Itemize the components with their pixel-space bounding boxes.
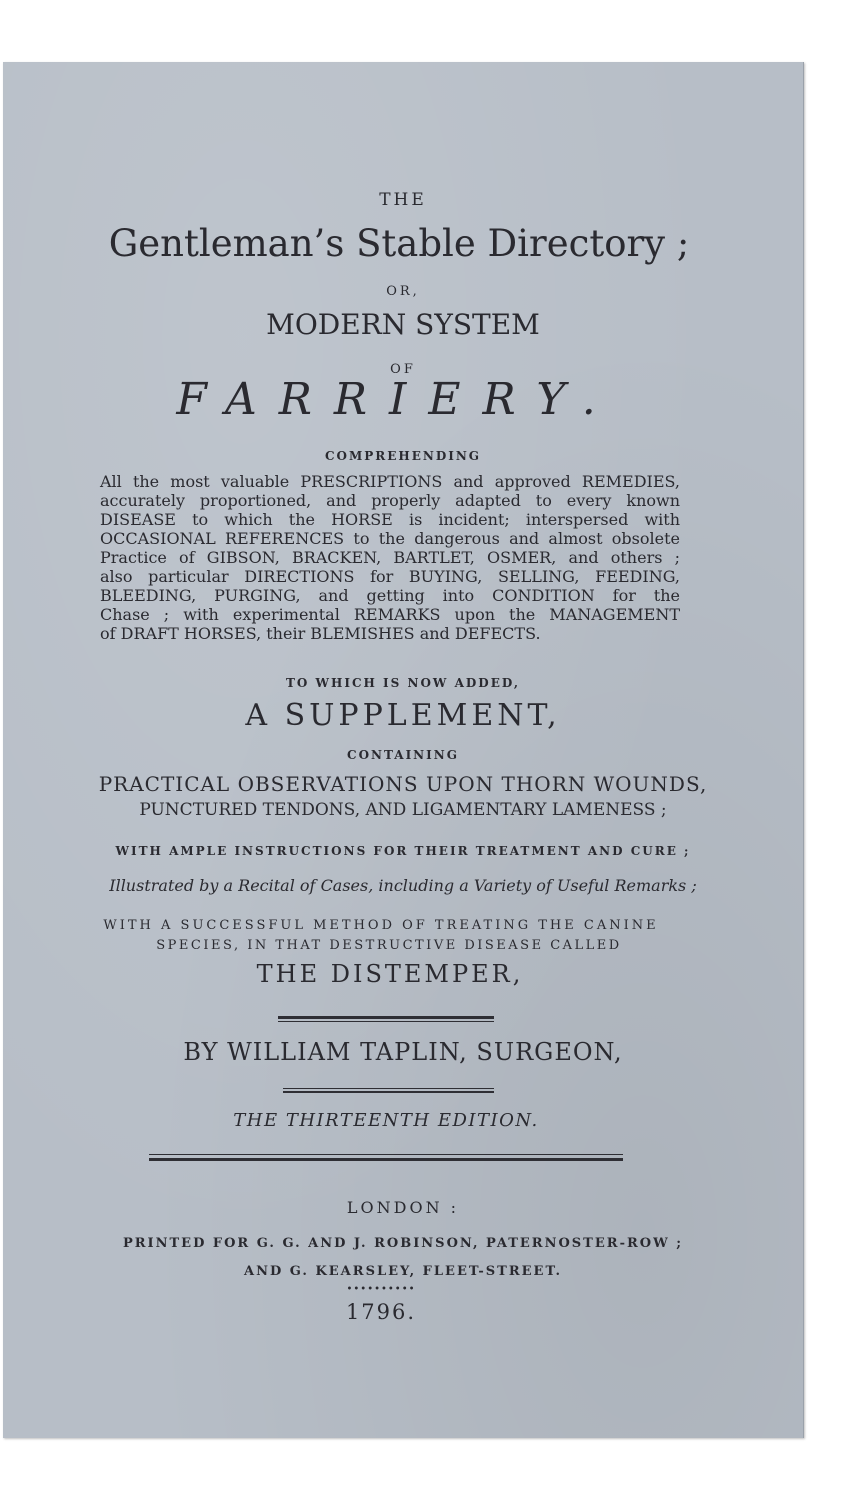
description-paragraph — [100, 472, 680, 643]
description-line: All the most valuable PRESCRIPTIONS and approved REMEDIES, — [100, 472, 680, 491]
heading-distemper: THE DISTEMPER, — [256, 960, 524, 988]
subtitle-farriery: FARRIERY. — [176, 374, 618, 425]
illustrated-line: Illustrated by a Recital of Cases, including a Variety of Useful Remarks ; — [109, 876, 697, 895]
description-line: also particular DIRECTIONS for BUYING, SELLING, FEEDING, — [100, 567, 680, 586]
description-line: of DRAFT HORSES, their BLEMISHES and DEFECTS. — [100, 624, 541, 643]
book-title: Gentleman’s Stable Directory ; — [108, 222, 690, 265]
description-line: accurately proportioned, and properly adapted to every known — [100, 491, 680, 510]
divider-rule — [278, 1016, 494, 1022]
practical-line-1: PRACTICAL OBSERVATIONS UPON THORN WOUNDS, — [98, 772, 708, 796]
ample-instructions-line: WITH AMPLE INSTRUCTIONS FOR THEIR TREATMENT AND CURE ; — [115, 844, 691, 858]
canine-method-line-2: SPECIES, IN THAT DESTRUCTIVE DISEASE CALLED — [156, 938, 622, 953]
imprint-city: LONDON : — [346, 1198, 460, 1217]
heading-of: OF — [390, 362, 416, 377]
heading-containing: CONTAINING — [347, 748, 459, 762]
heading-the: THE — [379, 190, 427, 210]
imprint-year: 1796. — [345, 1300, 417, 1324]
heading-now-added: TO WHICH IS NOW ADDED, — [285, 676, 520, 690]
heading-comprehending: COMPREHENDING — [324, 449, 482, 463]
description-line: BLEEDING, PURGING, and getting into CONDITION for the — [100, 586, 680, 605]
heading-or: OR, — [386, 284, 420, 299]
description-line: Practice of GIBSON, BRACKEN, BARTLET, OSMER, and others ; — [100, 548, 680, 567]
divider-rule — [149, 1154, 623, 1161]
practical-line-2: PUNCTURED TENDONS, AND LIGAMENTARY LAMENESS ; — [139, 800, 667, 820]
title-page — [3, 62, 804, 1438]
author-line: BY WILLIAM TAPLIN, SURGEON, — [183, 1038, 623, 1066]
edition-line: THE THIRTEENTH EDITION. — [233, 1110, 539, 1131]
canine-method-line-1: WITH A SUCCESSFUL METHOD OF TREATING THE CANINE — [103, 918, 659, 933]
description-line: Chase ; with experimental REMARKS upon the MANAGEMENT — [100, 605, 680, 624]
description-line: DISEASE to which the HORSE is incident; interspersed with — [100, 510, 680, 529]
subtitle-modern-system: MODERN SYSTEM — [266, 308, 540, 341]
heading-supplement: A SUPPLEMENT, — [245, 698, 561, 733]
divider-rule — [283, 1088, 494, 1093]
ornament-dots: •••••••••• — [346, 1284, 416, 1295]
description-line: OCCASIONAL REFERENCES to the dangerous and almost obsolete — [100, 529, 680, 548]
imprint-printers: PRINTED FOR G. G. AND J. ROBINSON, PATERNOSTER-ROW ; — [122, 1236, 684, 1251]
imprint-kearsley: AND G. KEARSLEY, FLEET-STREET. — [244, 1264, 562, 1279]
